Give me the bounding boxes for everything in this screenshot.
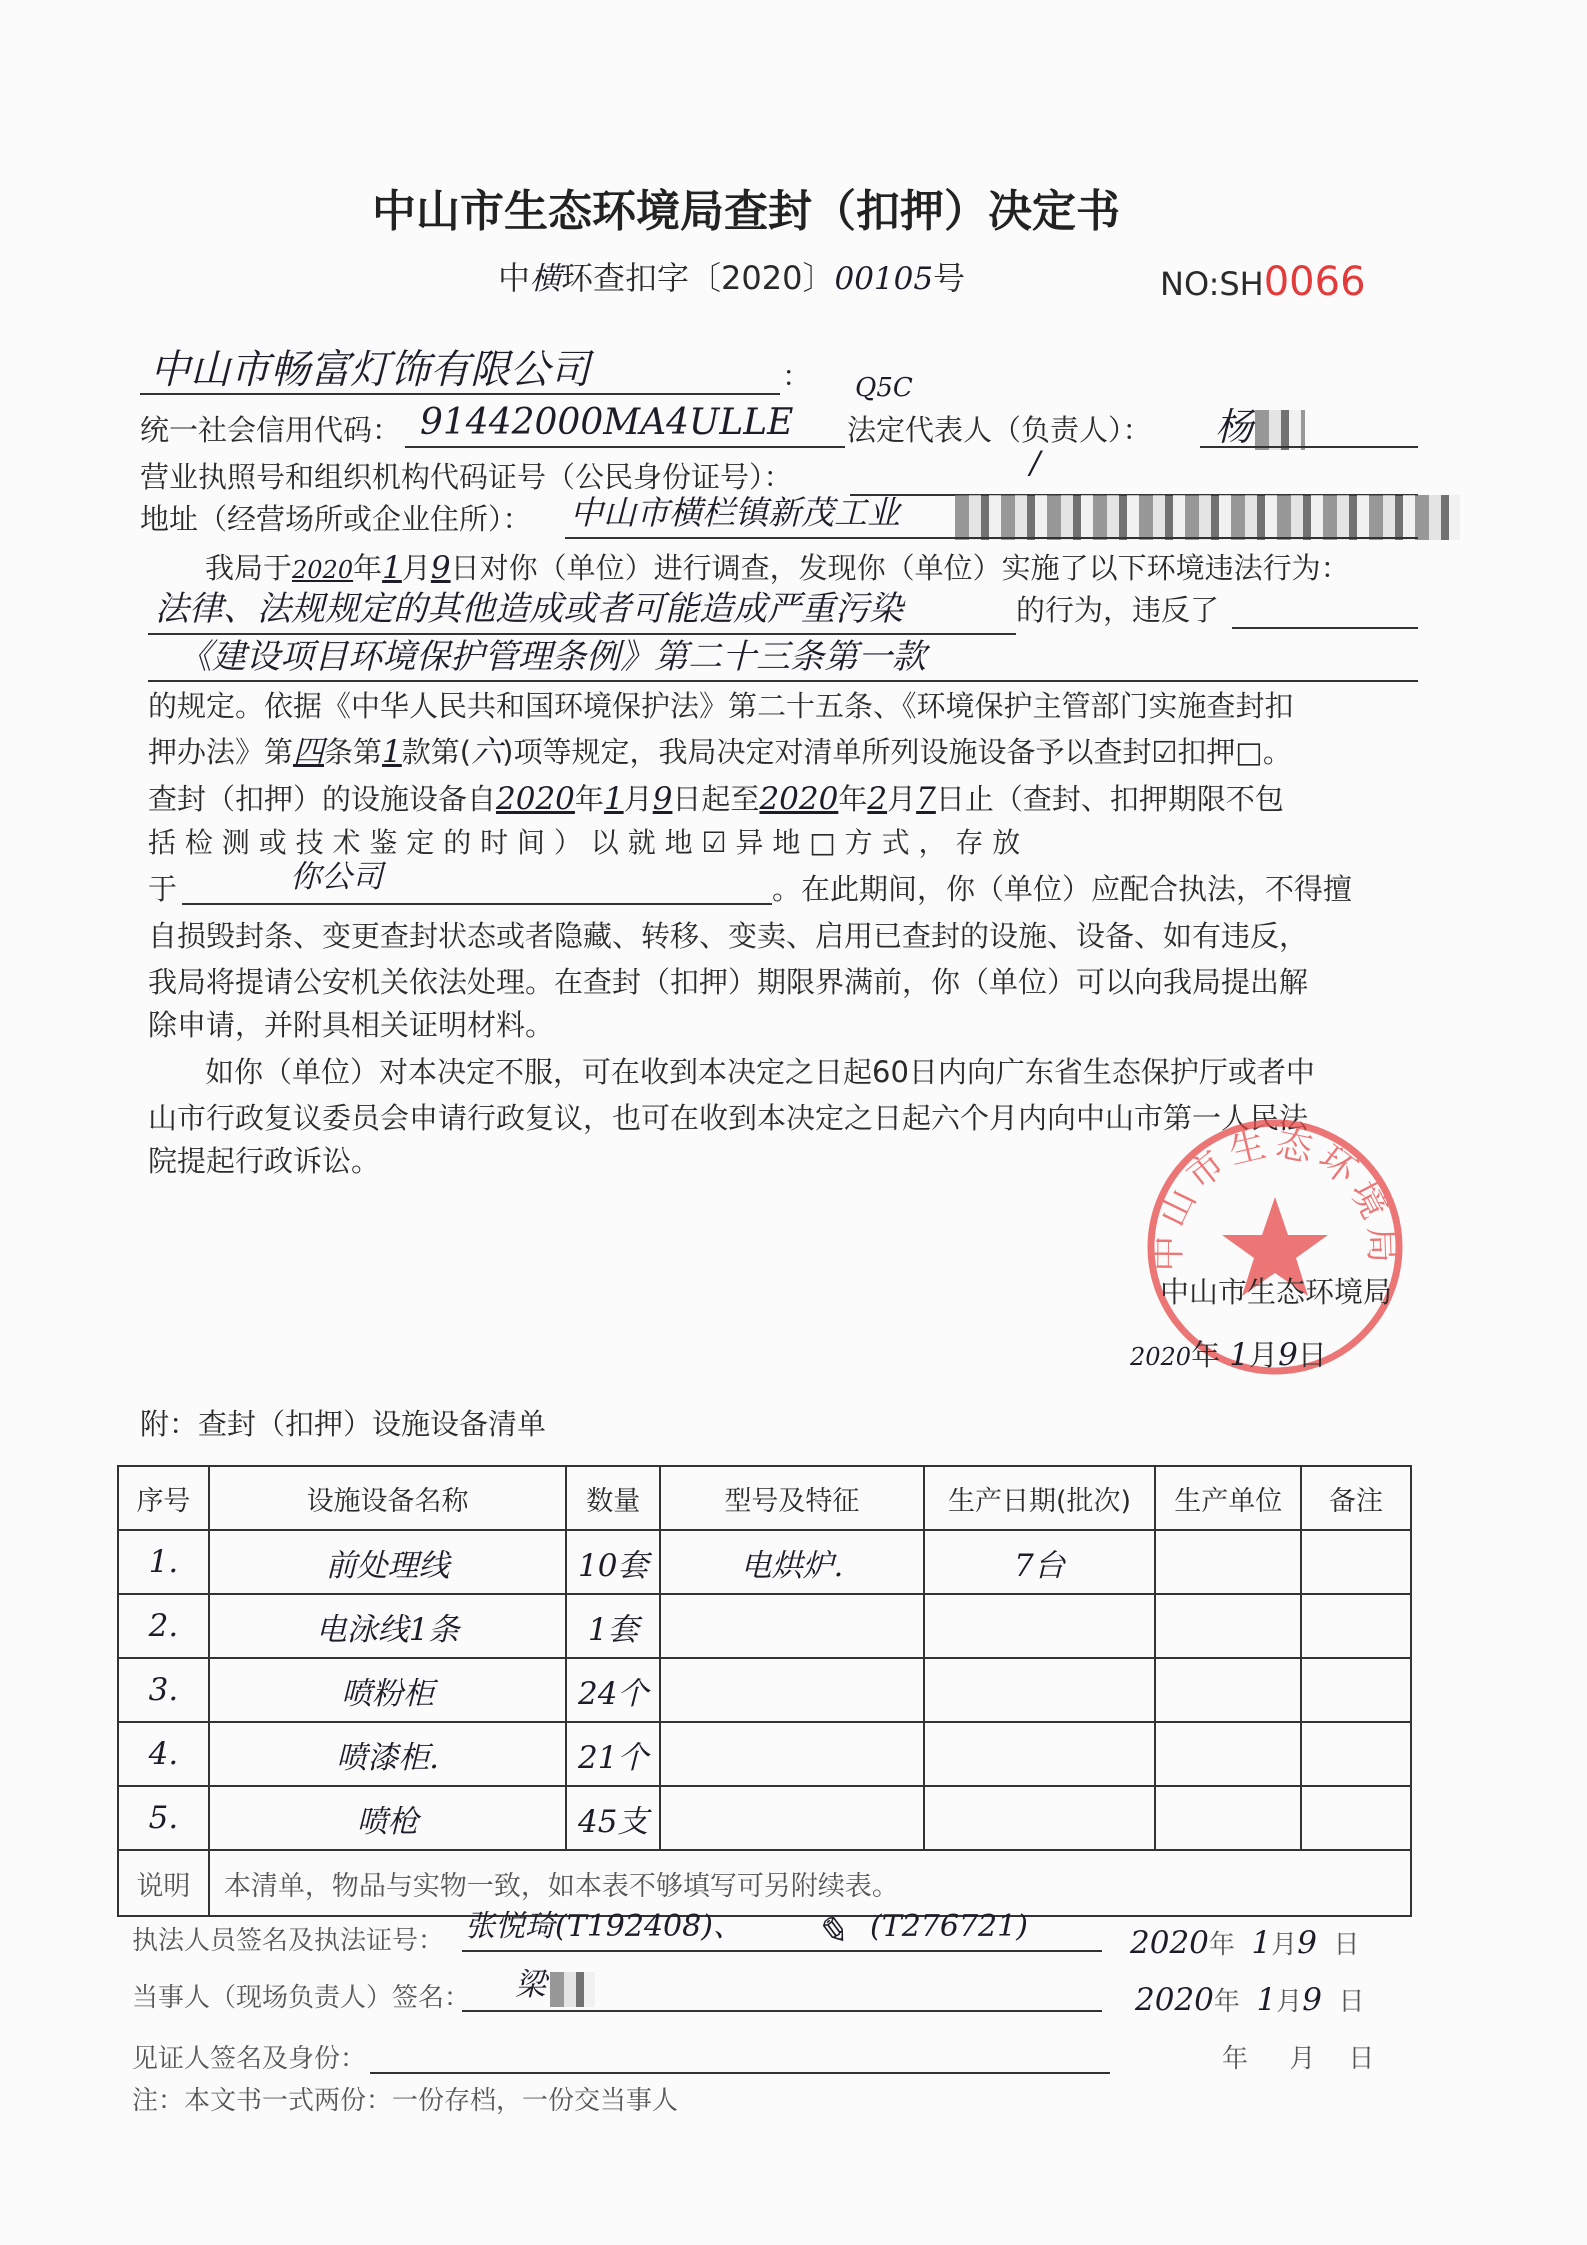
table-rows-3-0: 4. bbox=[118, 1722, 209, 1786]
body-start_day: 9 bbox=[652, 781, 673, 817]
party-date bbox=[1135, 1982, 1365, 2018]
serial-label: NO:SH bbox=[1160, 265, 1264, 303]
signatures-officer_year: 2020 bbox=[1130, 1925, 1209, 1961]
body-p5_f: 月 bbox=[887, 782, 917, 816]
body-month: 1 bbox=[382, 550, 402, 586]
signatures-y: 年 bbox=[1208, 1930, 1235, 1960]
table-row bbox=[118, 1722, 1411, 1786]
body-clause: 1 bbox=[382, 734, 402, 770]
party-signature: 梁 bbox=[515, 1967, 546, 2003]
issuer-date_year: 2020 bbox=[1130, 1343, 1192, 1371]
table-headers-1: 设施设备名称 bbox=[209, 1466, 566, 1530]
serial-value: 0066 bbox=[1263, 259, 1366, 305]
body-p4_a: 押办法》第 bbox=[148, 735, 294, 769]
table-rows-1-1: 电泳线1条 bbox=[209, 1594, 566, 1658]
table-rows-0-2: 10套 bbox=[566, 1530, 660, 1594]
table-headers-6: 备注 bbox=[1301, 1466, 1411, 1530]
officer-1-signature: 张悦琦(T192408)、 bbox=[465, 1909, 743, 1944]
doc-prefix: 中 bbox=[498, 259, 531, 297]
table-header bbox=[118, 1466, 1411, 1530]
table-rows-4-2: 45支 bbox=[566, 1786, 660, 1850]
rep-label: 法定代表人（负责人）： bbox=[847, 413, 1152, 447]
body-year: 2020 bbox=[292, 556, 354, 584]
signatures-party_month: 1 bbox=[1256, 1982, 1277, 2018]
table-row bbox=[118, 1594, 1411, 1658]
issuer-date_y: 年 bbox=[1191, 1338, 1221, 1372]
company-name: 中山市畅富灯饰有限公司 bbox=[150, 347, 590, 393]
body-article: 四 bbox=[293, 734, 325, 770]
table-rows-0-4: 7台 bbox=[924, 1530, 1156, 1594]
doc-hw-char: 横 bbox=[530, 261, 562, 297]
table-rows-3-1: 喷漆柜. bbox=[209, 1722, 566, 1786]
signatures-officer_month: 1 bbox=[1251, 1925, 1272, 1961]
signatures-party_year: 2020 bbox=[1135, 1982, 1214, 2018]
signatures-officer_day: 9 bbox=[1297, 1925, 1317, 1961]
officer-2-id: (T276721) bbox=[870, 1909, 1028, 1944]
equipment-table bbox=[117, 1465, 1412, 1917]
body-p5_d: 日起至 bbox=[672, 782, 760, 816]
body-line-12: 山市行政复议委员会申请行政复议，也可在收到本决定之日起六个月内向中山市第一人民法 bbox=[148, 1101, 1309, 1135]
rep-name: 杨 bbox=[1215, 405, 1254, 449]
officer-date bbox=[1130, 1925, 1360, 1961]
table-row bbox=[118, 1530, 1411, 1594]
table-rows-0-1: 前处理线 bbox=[209, 1530, 566, 1594]
body-line-7b: 。在此期间，你（单位）应配合执法，不得擅 bbox=[772, 872, 1353, 906]
doc-middle: 环查扣字〔2020〕 bbox=[561, 259, 835, 297]
signatures-m: 月 bbox=[1289, 2044, 1316, 2074]
body-line-8: 自损毁封条、变更查封状态或者隐藏、转移、变卖、启用已查封的设施、设备、如有违反， bbox=[148, 919, 1309, 953]
body-day: 9 bbox=[430, 550, 451, 586]
credit-label: 统一社会信用代码： bbox=[140, 413, 402, 447]
table-headers-3: 型号及特征 bbox=[660, 1466, 924, 1530]
body-start_month: 1 bbox=[603, 781, 624, 817]
table-rows-4-0: 5. bbox=[118, 1786, 209, 1850]
issuer-date_d: 日 bbox=[1297, 1338, 1327, 1372]
table-row bbox=[118, 1786, 1411, 1850]
license-label: 营业执照号和组织机构代码证号（公民身份证号）： bbox=[140, 460, 793, 494]
body-p1_c: 月 bbox=[401, 551, 431, 585]
serial-number bbox=[1160, 259, 1366, 305]
table-note_text: 本清单，物品与实物一致，如本表不够填写可另附续表。 bbox=[209, 1850, 1411, 1916]
doc-hw-num: 00105 bbox=[834, 261, 934, 297]
table-headers-2: 数量 bbox=[566, 1466, 660, 1530]
officer-label: 执法人员签名及执法证号： bbox=[132, 1926, 445, 1956]
document-title: 中山市生态环境局查封（扣押）决定书 bbox=[372, 186, 1120, 237]
credit-code-tail: Q5C bbox=[855, 373, 913, 403]
body-p5_a: 查封（扣押）的设施设备自 bbox=[148, 782, 497, 816]
address-label: 地址（经营场所或企业住所）： bbox=[140, 502, 532, 536]
table-headers-5: 生产单位 bbox=[1155, 1466, 1301, 1530]
doc-number bbox=[498, 259, 966, 297]
table-rows-1-0: 2. bbox=[118, 1594, 209, 1658]
doc-suffix: 号 bbox=[933, 259, 966, 297]
witness-label: 见证人签名及身份： bbox=[132, 2044, 367, 2074]
body-p5_c: 月 bbox=[623, 782, 653, 816]
law-text: 《建设项目环境保护管理条例》第二十三条第一款 bbox=[178, 637, 926, 677]
body-item: 六 bbox=[471, 734, 503, 770]
body-p5_b: 年 bbox=[574, 782, 604, 816]
violation-suffix: 的行为，违反了 bbox=[1016, 593, 1220, 627]
table-rows-0-0: 1. bbox=[118, 1530, 209, 1594]
table-headers-0: 序号 bbox=[118, 1466, 209, 1530]
body-p7_a: 于 bbox=[148, 872, 178, 906]
signatures-d: 日 bbox=[1348, 2044, 1375, 2074]
body-p4_d: 项等规定，我局决定对清单所列设施设备予以查封☑扣押□。 bbox=[513, 735, 1292, 769]
signatures-y: 年 bbox=[1222, 2044, 1249, 2074]
issuer-date_m: 月 bbox=[1249, 1338, 1279, 1372]
table-row bbox=[118, 1658, 1411, 1722]
table-rows-0-3: 电烘炉. bbox=[660, 1530, 924, 1594]
body-p5_g: 日止（查封、扣押期限不包 bbox=[935, 782, 1284, 816]
signatures-m: 月 bbox=[1271, 1930, 1298, 1960]
footnote: 注：本文书一式两份：一份存档，一份交当事人 bbox=[132, 2086, 679, 2116]
address-value: 中山市横栏镇新茂工业 bbox=[570, 493, 900, 532]
issuer-name: 中山市生态环境局 bbox=[1160, 1275, 1393, 1309]
table-headers-4: 生产日期(批次) bbox=[924, 1466, 1156, 1530]
table-note-row bbox=[118, 1850, 1411, 1916]
body-line-7 bbox=[148, 872, 178, 906]
table-rows-2-2: 24个 bbox=[566, 1658, 660, 1722]
table-rows-3-2: 21个 bbox=[566, 1722, 660, 1786]
body-p1_b: 年 bbox=[353, 551, 383, 585]
body-line-10: 除申请，并附具相关证明材料。 bbox=[148, 1008, 555, 1042]
signatures-m: 月 bbox=[1276, 1987, 1303, 2017]
body-line-6: 括 检 测 或 技 术 鉴 定 的 时 间 ） 以 就 地 ☑ 异 地 □ 方 式 ， 存 放 bbox=[148, 826, 1021, 859]
storage-location: 你公司 bbox=[290, 859, 383, 895]
body-line-5 bbox=[148, 781, 1284, 817]
body-end_year: 2020 bbox=[759, 781, 839, 817]
body-line-9: 我局将提请公安机关依法处理。在查封（扣押）期限界满前，你（单位）可以向我局提出解 bbox=[148, 965, 1309, 999]
attachment-title: 附：查封（扣押）设施设备清单 bbox=[140, 1407, 547, 1441]
body-p4_b: 条第 bbox=[324, 735, 383, 769]
table-rows-4-1: 喷枪 bbox=[209, 1786, 566, 1850]
issue-date bbox=[1130, 1337, 1327, 1373]
party-label: 当事人（现场负责人）签名： bbox=[132, 1983, 471, 2013]
body-start_year: 2020 bbox=[496, 781, 575, 817]
table-rows-2-0: 3. bbox=[118, 1658, 209, 1722]
body-line-4: 押办法》第四条第1款第(六)项等规定，我局决定对清单所列设施设备予以查封☑扣押□。 bbox=[148, 734, 1292, 770]
body-p5_e: 年 bbox=[838, 782, 868, 816]
body-end_day: 7 bbox=[916, 781, 936, 817]
body-line-11: 如你（单位）对本决定不服，可在收到本决定之日起60日内向广东省生态保护厅或者中 bbox=[205, 1055, 1315, 1089]
signatures-d: 日 bbox=[1338, 1987, 1365, 2017]
body-line-3: 的规定。依据《中华人民共和国环境保护法》第二十五条、《环境保护主管部门实施查封扣 bbox=[148, 689, 1294, 723]
signatures-party_day: 9 bbox=[1302, 1982, 1322, 2018]
table-note_label: 说明 bbox=[118, 1850, 209, 1916]
company-colon: ： bbox=[782, 359, 812, 393]
license-value: / bbox=[1030, 445, 1041, 481]
body-p4_c: 款第 bbox=[401, 735, 460, 769]
body-line-13: 院提起行政诉讼。 bbox=[148, 1144, 381, 1178]
table-rows-2-1: 喷粉柜 bbox=[209, 1658, 566, 1722]
violation-text: 法律、法规规定的其他造成或者可能造成严重污染 bbox=[155, 589, 903, 629]
body-end_month: 2 bbox=[867, 781, 888, 817]
investigation-line bbox=[205, 550, 1350, 586]
table-rows-1-2: 1套 bbox=[566, 1594, 660, 1658]
officer-2-scribble: ✎ bbox=[815, 1909, 847, 1953]
seal-text: 中山市生态环境局 bbox=[1147, 1122, 1403, 1272]
signatures-y: 年 bbox=[1213, 1987, 1240, 2017]
issuer-date_month: 1 bbox=[1229, 1337, 1250, 1373]
signatures-d: 日 bbox=[1333, 1930, 1360, 1960]
body-p1_a: 我局于 bbox=[205, 551, 293, 585]
issuer-date_day: 9 bbox=[1278, 1337, 1298, 1373]
witness-date bbox=[1222, 2046, 1374, 2072]
body-p1_d: 日对你（单位）进行调查，发现你（单位）实施了以下环境违法行为： bbox=[450, 551, 1350, 585]
credit-code: 91442000MA4ULLE bbox=[420, 402, 794, 443]
